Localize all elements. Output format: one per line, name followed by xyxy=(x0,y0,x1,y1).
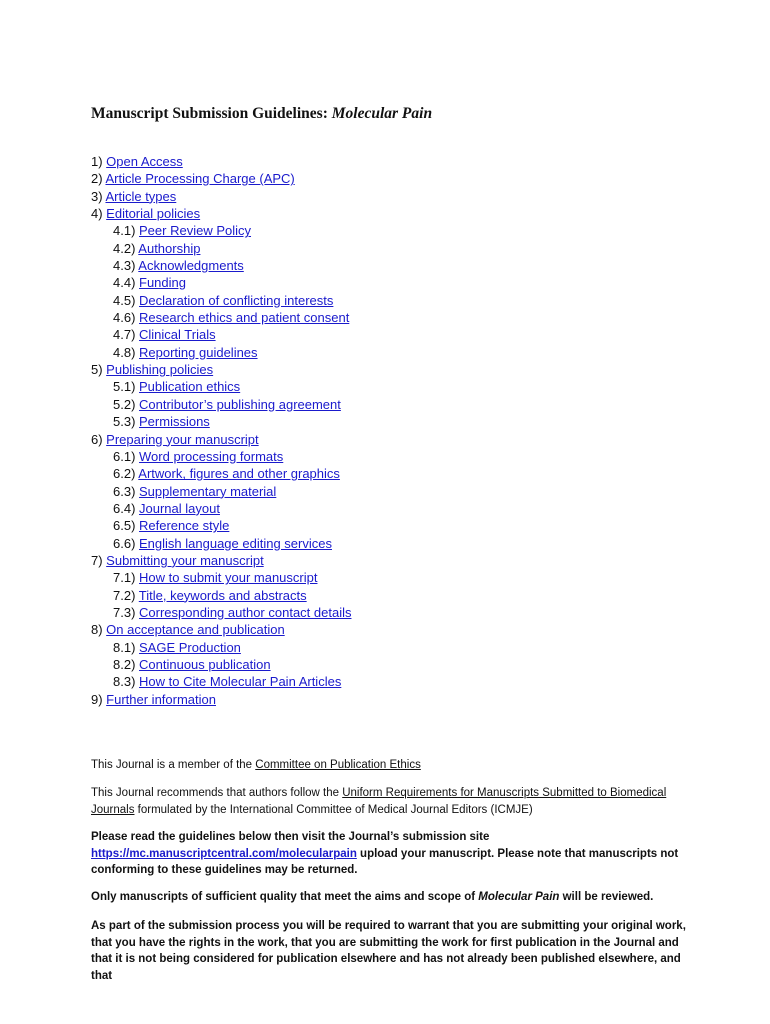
toc-item xyxy=(91,396,351,413)
toc-item-link[interactable]: Funding xyxy=(139,275,186,291)
toc-item-number: 5.3) xyxy=(113,414,140,430)
toc-item-link[interactable]: Further information xyxy=(106,691,216,707)
toc-item xyxy=(91,292,351,309)
toc-item xyxy=(91,604,351,621)
toc-item-number: 4.1) xyxy=(113,223,140,239)
toc-item-link[interactable]: On acceptance and publication xyxy=(106,622,285,638)
toc-item-number: 6.3) xyxy=(113,483,140,499)
toc-item-link[interactable]: Article Processing Charge (APC) xyxy=(105,171,295,187)
toc-item-link[interactable]: Clinical Trials xyxy=(139,327,216,343)
toc-item-link[interactable]: English language editing services xyxy=(139,535,332,551)
toc-item-link[interactable]: Corresponding author contact details xyxy=(139,604,352,620)
toc-item-number: 6.5) xyxy=(113,518,140,534)
toc-item-number: 5.1) xyxy=(113,379,140,395)
submission-site-link[interactable]: https://mc.manuscriptcentral.com/molecularpain xyxy=(91,847,357,860)
toc-item-link[interactable]: Acknowledgments xyxy=(138,258,244,274)
toc-item xyxy=(91,483,351,500)
toc-item-link[interactable]: Editorial policies xyxy=(106,206,201,222)
toc-item-link[interactable]: Reference style xyxy=(139,518,230,534)
toc-item xyxy=(91,378,351,395)
toc-item-link[interactable]: Word processing formats xyxy=(139,448,284,464)
toc-item-number: 1) xyxy=(91,154,107,169)
toc-item-number: 4.2) xyxy=(113,240,139,256)
toc-item xyxy=(91,535,351,552)
toc-item xyxy=(91,344,351,361)
toc-item-number: 7.1) xyxy=(113,570,140,586)
toc-item-number: 9) xyxy=(91,691,107,707)
toc-item-number: 7.2) xyxy=(113,587,139,603)
toc-item xyxy=(91,465,351,482)
toc-item xyxy=(91,587,351,604)
toc-item xyxy=(91,639,351,656)
cope-text: This Journal is a member of the xyxy=(91,759,256,771)
toc-item xyxy=(91,274,351,291)
toc-item-number: 6.6) xyxy=(113,535,140,551)
toc-item-number: 8) xyxy=(91,622,107,638)
toc-item-link[interactable]: Continuous publication xyxy=(139,656,271,672)
icmje-text: This Journal recommends that authors follow the xyxy=(91,787,343,799)
warranty-paragraph: As part of the submission process you will be required to warrant that you are submitting your original work, that you have the rights in the work, that you are submitting the work for first publication in the Journal and that it is not being considered for publication elsewhere and has not already been published elsewhere, and that xyxy=(91,920,686,982)
toc-item-number: 6) xyxy=(91,431,107,447)
toc-item-number: 4.6) xyxy=(113,310,140,326)
toc-item xyxy=(91,691,351,708)
icmje-suffix: formulated by the International Committee of Medical Journal Editors (ICMJE) xyxy=(134,803,533,816)
toc-item-link[interactable]: Publishing policies xyxy=(106,362,214,378)
toc-item-number: 6.1) xyxy=(113,448,140,464)
toc-item xyxy=(91,222,351,239)
toc-item-link[interactable]: Research ethics and patient consent xyxy=(139,310,350,326)
toc-item-link[interactable]: Supplementary material xyxy=(139,483,277,499)
toc-item xyxy=(91,361,351,378)
submission-text: Please read the guidelines below then visit the Journal’s submission site xyxy=(91,831,490,843)
toc-item-number: 5.2) xyxy=(113,396,140,412)
toc-item-link[interactable]: Declaration of conflicting interests xyxy=(139,292,334,308)
toc-item-link[interactable]: Reporting guidelines xyxy=(139,344,258,360)
title-journal: Molecular Pain xyxy=(331,105,433,122)
icmje-link[interactable]: Uniform Requirements for Manuscripts Submitted to Biomedical Journals xyxy=(91,787,667,816)
submission-suffix: upload your manuscript. Please note that manuscripts not conforming to these guidelines may be returned. xyxy=(91,847,679,876)
toc-item-link[interactable]: Preparing your manuscript xyxy=(106,431,259,447)
toc-item xyxy=(91,326,351,343)
toc-item-number: 6.2) xyxy=(113,466,139,482)
page-title xyxy=(91,105,432,123)
toc-item xyxy=(91,257,351,274)
table-of-contents xyxy=(91,153,351,708)
toc-item-link[interactable]: Title, keywords and abstracts xyxy=(138,587,307,603)
cope-link[interactable]: Committee on Publication Ethics xyxy=(255,759,421,771)
quality-journal: Molecular Pain xyxy=(478,891,560,903)
toc-item-number: 4) xyxy=(91,206,107,222)
toc-item xyxy=(91,448,351,465)
toc-item-link[interactable]: Publication ethics xyxy=(139,379,241,395)
toc-item xyxy=(91,673,351,690)
toc-item-number: 7) xyxy=(91,552,107,568)
toc-item xyxy=(91,500,351,517)
quality-suffix: will be reviewed. xyxy=(559,891,654,903)
toc-item-link[interactable]: Contributor’s publishing agreement xyxy=(139,396,341,412)
toc-item-link[interactable]: Peer Review Policy xyxy=(139,223,252,239)
title-main: Manuscript Submission Guidelines: xyxy=(91,105,332,122)
toc-item-number: 5) xyxy=(91,362,107,378)
toc-item xyxy=(91,413,351,430)
toc-item-number: 4.8) xyxy=(113,344,140,360)
toc-item xyxy=(91,309,351,326)
toc-item xyxy=(91,569,351,586)
cope-paragraph xyxy=(91,757,691,774)
toc-item xyxy=(91,552,351,569)
toc-item-link[interactable]: How to submit your manuscript xyxy=(139,570,318,586)
toc-item-number: 4.4) xyxy=(113,275,140,291)
toc-item xyxy=(91,188,351,205)
toc-item-link[interactable]: Submitting your manuscript xyxy=(106,552,264,568)
toc-item-number: 8.2) xyxy=(113,656,140,672)
toc-item xyxy=(91,431,351,448)
toc-item xyxy=(91,656,351,673)
toc-item-link[interactable]: Authorship xyxy=(138,240,201,256)
toc-item xyxy=(91,153,351,170)
toc-item-number: 2) xyxy=(91,171,106,187)
toc-item-number: 4.3) xyxy=(113,258,139,274)
toc-item-link[interactable]: How to Cite Molecular Pain Articles xyxy=(139,674,342,690)
toc-item-link[interactable]: Journal layout xyxy=(139,500,220,516)
toc-item-link[interactable]: Artwork, figures and other graphics xyxy=(138,466,340,482)
icmje-paragraph xyxy=(91,785,691,818)
toc-item-number: 8.3) xyxy=(113,674,140,690)
toc-item-link[interactable]: SAGE Production xyxy=(139,639,241,655)
toc-item xyxy=(91,240,351,257)
quality-text: Only manuscripts of sufficient quality that meet the aims and scope of xyxy=(91,891,479,903)
toc-item-link[interactable]: Article types xyxy=(105,188,177,204)
toc-item-number: 8.1) xyxy=(113,639,140,655)
toc-item-link[interactable]: Open Access xyxy=(106,154,183,169)
toc-item xyxy=(91,170,351,187)
toc-item-number: 6.4) xyxy=(113,500,140,516)
toc-item-number: 7.3) xyxy=(113,604,140,620)
toc-item-link[interactable]: Permissions xyxy=(139,414,210,430)
toc-item xyxy=(91,517,351,534)
toc-item-number: 4.7) xyxy=(113,327,140,343)
quality-paragraph xyxy=(91,889,691,906)
toc-item xyxy=(91,621,351,638)
toc-item xyxy=(91,205,351,222)
toc-item-number: 4.5) xyxy=(113,292,140,308)
submission-paragraph xyxy=(91,829,691,879)
toc-item-number: 3) xyxy=(91,188,106,204)
